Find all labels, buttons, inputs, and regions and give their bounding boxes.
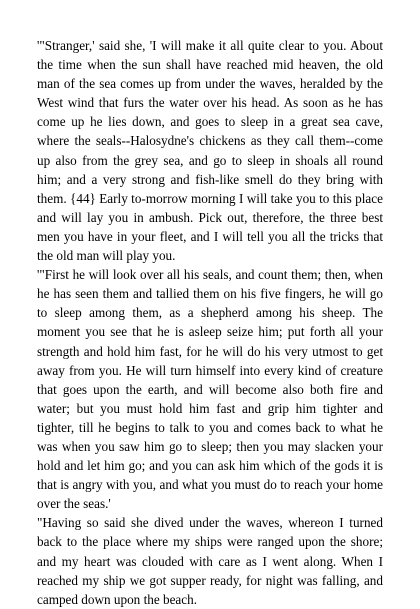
paragraph-stranger: '"Stranger,' said she, 'I will make it all quite clear to you. About the time when the sun shall have reached mid heaven, the old man of the sea comes up from under the waves, heralded by the West wind that furs the water over his head. As soon as he has come up he lies down, and goes to sleep in a great sea cave, where the seals--Halosydne's chickens as they call them--come up also from the grey sea, and go to sleep in shoals all round him; and a very strong and fish-like smell do they bring with them. {44} Early to-morrow morning I will take you to this place and will lay you in ambush. Pick out, therefore, the three best men you have in your fleet, and I will tell you all the tricks that the old man will play you. [37,38,383,264]
paragraph-first-he-will-look: '"First he will look over all his seals, and count them; then, when he has seen them and tallied them on his five fingers, he will go to sleep among them, as a shepherd among his sheep. The moment you see that he is asleep seize him; put forth all your strength and hold him fast, for he will do his very utmost to get away from you. He will turn himself into every kind of creature that goes upon the earth, and will become also both fire and water; but you must hold him fast and grip him tighter and tighter, till he begins to talk to you and comes back to what he was when you saw him go to sleep; then you may slacken your hold and let him go; and you can ask him which of the gods it is that is angry with you, and what you must do to reach your home over the seas.' [37,267,383,512]
document-page [37,36,383,609]
paragraph-having-so-said: "Having so said she dived under the waves, whereon I turned back to the place where my ships were ranged upon the shore; and my heart was clouded with care as I went along. When I reached my ship we got supper ready, for night was falling, and camped down upon the beach. [37,515,383,607]
